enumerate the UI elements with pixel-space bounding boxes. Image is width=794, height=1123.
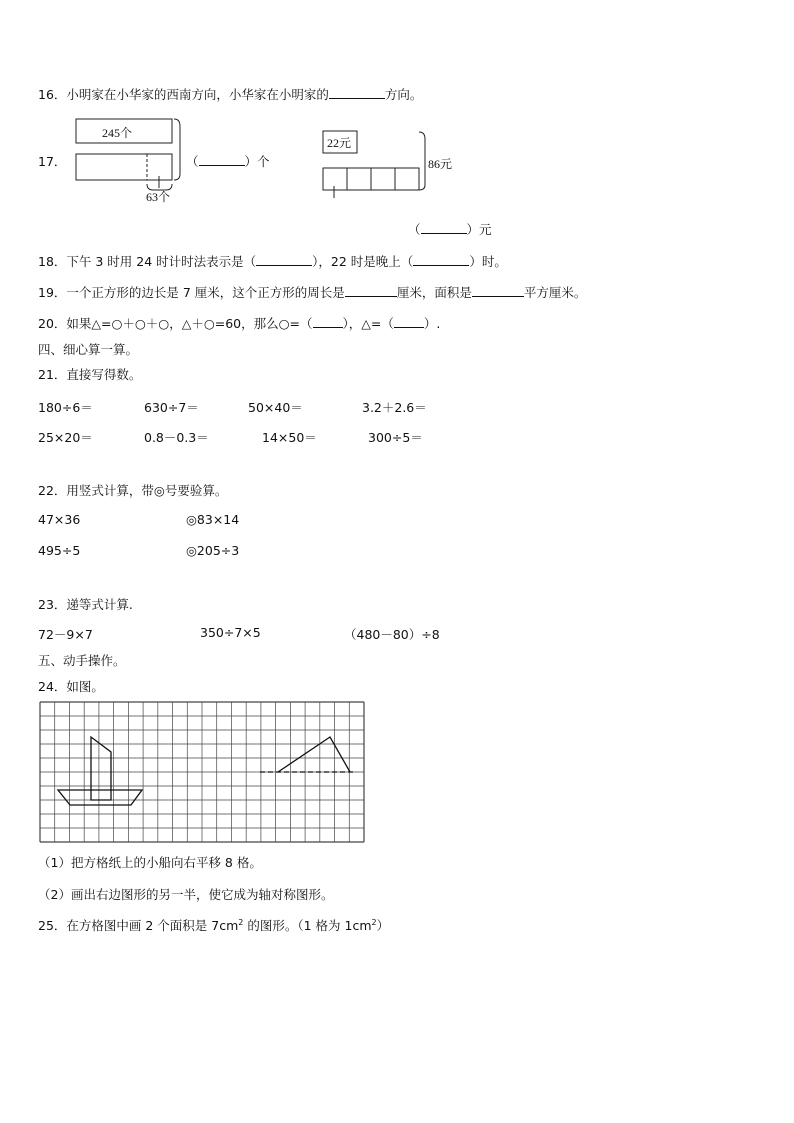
grid-lines bbox=[40, 702, 364, 842]
question-23: 23．递等式计算. bbox=[38, 597, 133, 612]
grid-paper-figure[interactable] bbox=[40, 702, 364, 842]
question-20: 20．如果△=○＋○＋○，△＋○=60，那么○=（ ），△=（ ）. bbox=[38, 316, 441, 331]
question-number: 16． bbox=[38, 87, 67, 102]
question-number: 22． bbox=[38, 483, 67, 498]
question-number: 24． bbox=[38, 679, 67, 694]
question-21: 21．直接写得数。 bbox=[38, 367, 142, 382]
boat-hull bbox=[58, 790, 142, 805]
vertical-calc-item: 47×36 bbox=[38, 512, 81, 527]
oral-item: 300÷5＝ bbox=[368, 430, 423, 445]
vertical-calc-item: 495÷5 bbox=[38, 543, 81, 558]
answer-blank[interactable] bbox=[313, 315, 343, 328]
figure-17-total-label: 86元 bbox=[428, 157, 453, 171]
question-22: 22．用竖式计算，带◎号要验算。 bbox=[38, 483, 228, 498]
question-17-number: 17． bbox=[38, 154, 67, 169]
question-number: 19． bbox=[38, 285, 67, 300]
question-25: 25．在方格图中画 2 个面积是 $7cm^2$ 的图形。（1 格为 $1cm^2$） bbox=[38, 917, 390, 933]
stepwise-calc-item: 350÷7×5 bbox=[200, 625, 261, 640]
question-24-sub-1: （1）把方格纸上的小船向右平移 8 格。 bbox=[38, 855, 262, 870]
oral-item: 180÷6＝ bbox=[38, 400, 93, 415]
vertical-calc-item: ◎83×14 bbox=[186, 512, 240, 527]
figure-17-left-answer: （ ）个 bbox=[186, 154, 270, 169]
answer-blank[interactable] bbox=[345, 284, 397, 297]
question-number: 20． bbox=[38, 316, 67, 331]
question-number: 18． bbox=[38, 254, 67, 269]
question-19: 19．一个正方形的边长是 7 厘米，这个正方形的周长是 厘米，面积是 平方厘米。 bbox=[38, 285, 587, 300]
section-5-title: 五、动手操作。 bbox=[38, 653, 126, 668]
question-number: 23． bbox=[38, 597, 67, 612]
stepwise-calc-item: （480－80）÷8 bbox=[344, 627, 440, 642]
answer-blank[interactable] bbox=[394, 315, 424, 328]
question-24-sub-2: （2）画出右边图形的另一半，使它成为轴对称图形。 bbox=[38, 887, 334, 902]
oral-item: 50×40＝ bbox=[248, 400, 303, 415]
oral-item: 14×50＝ bbox=[262, 430, 317, 445]
answer-blank[interactable] bbox=[256, 253, 312, 266]
answer-blank[interactable] bbox=[413, 253, 469, 266]
answer-blank[interactable] bbox=[472, 284, 524, 297]
figure-17-label-bottom: 63个 bbox=[146, 190, 171, 204]
figure-17-label-top: 245个 bbox=[102, 126, 133, 140]
section-4-title: 四、细心算一算。 bbox=[38, 342, 139, 357]
oral-item: 3.2＋2.6＝ bbox=[362, 400, 427, 415]
answer-blank[interactable] bbox=[329, 86, 385, 99]
answer-blank[interactable] bbox=[199, 153, 245, 166]
question-16 bbox=[38, 85, 422, 103]
oral-item: 0.8－0.3＝ bbox=[144, 430, 209, 445]
figure-17-right-answer: （ ）元 bbox=[408, 222, 492, 237]
half-shape bbox=[278, 737, 350, 772]
figure-17-box-label: 22元 bbox=[327, 136, 352, 150]
oral-item: 25×20＝ bbox=[38, 430, 93, 445]
question-text: 小明家在小华家的西南方向，小华家在小明家的 bbox=[66, 87, 329, 102]
oral-item: 630÷7＝ bbox=[144, 400, 199, 415]
vertical-calc-item: ◎205÷3 bbox=[186, 543, 240, 558]
question-number: 25． bbox=[38, 918, 67, 933]
question-text: 方向。 bbox=[384, 87, 423, 102]
stepwise-calc-item: 72－9×7 bbox=[38, 627, 93, 642]
question-number: 21． bbox=[38, 367, 67, 382]
question-18: 18．下午 3 时用 24 时计时法表示是（ ），22 时是晚上（ ）时。 bbox=[38, 254, 507, 269]
question-24: 24．如图。 bbox=[38, 679, 104, 694]
answer-blank[interactable] bbox=[421, 221, 467, 234]
